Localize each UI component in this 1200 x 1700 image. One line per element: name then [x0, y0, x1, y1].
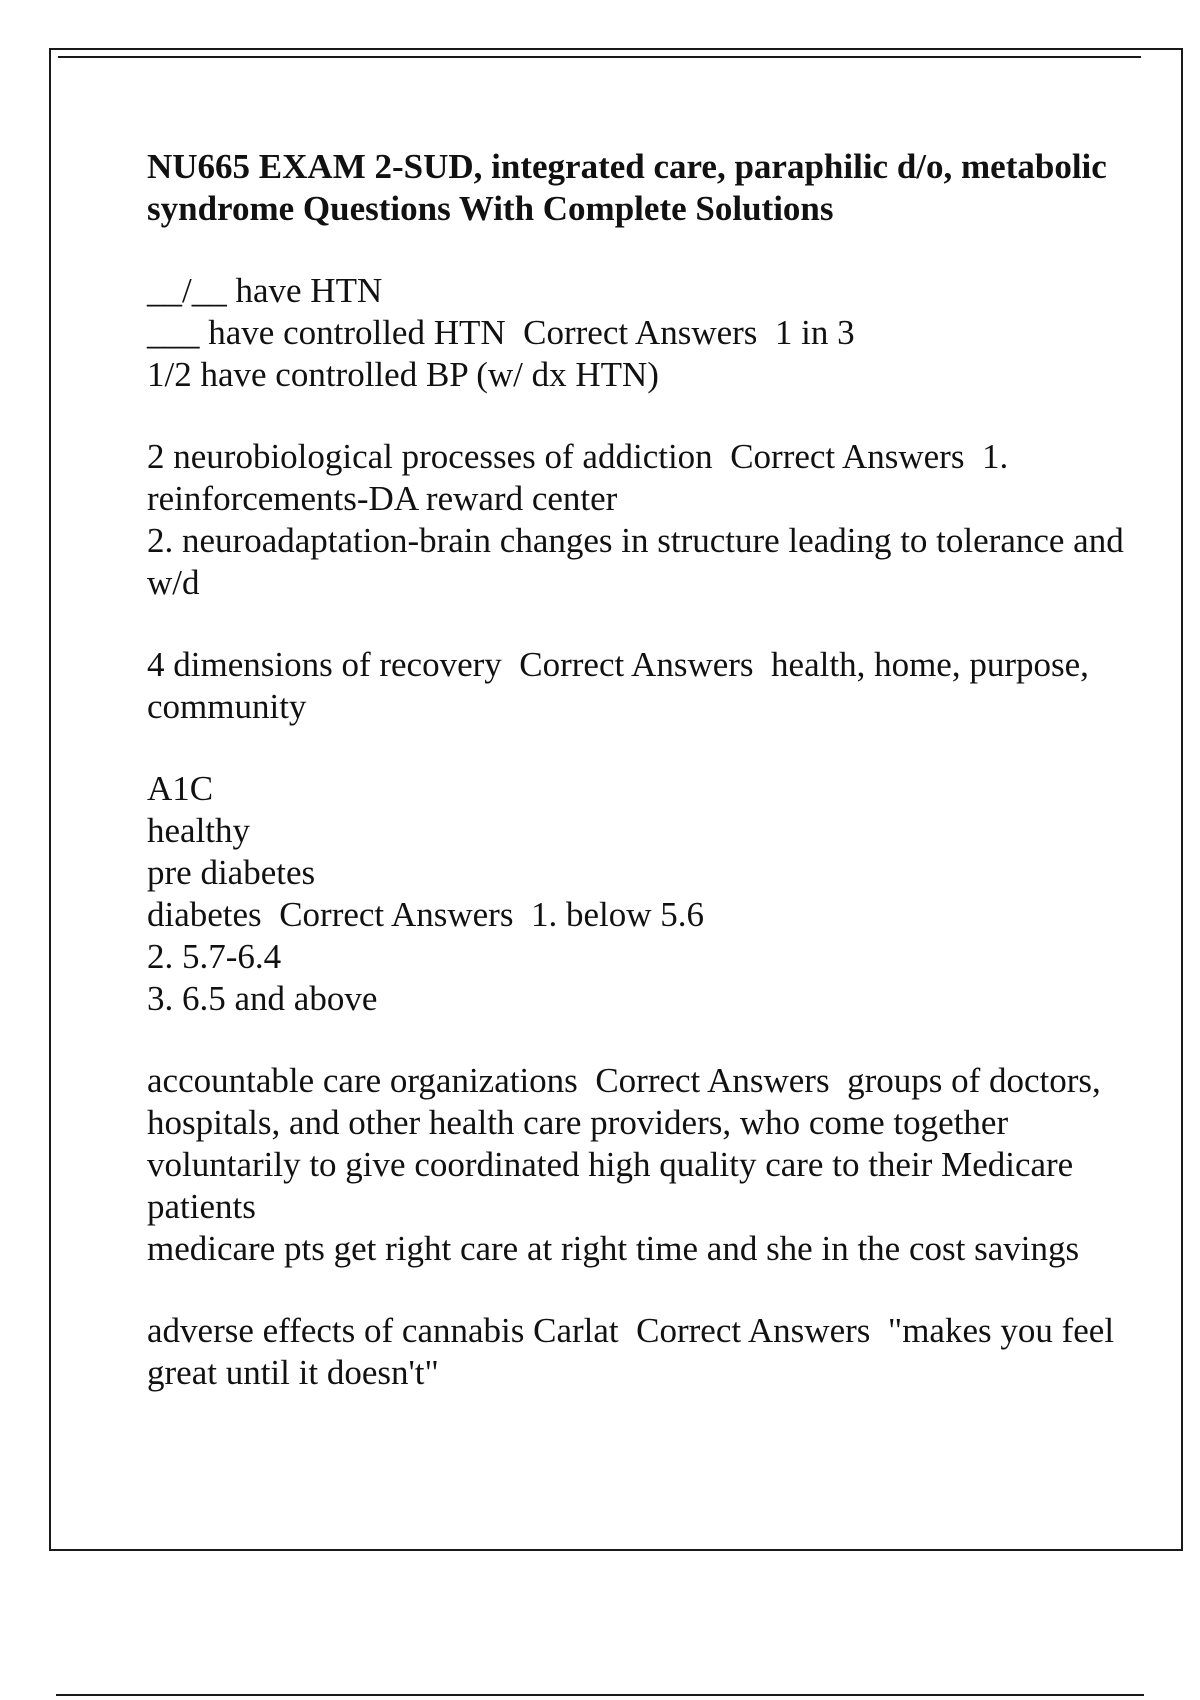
answer-line: medicare pts get right care at right time and she in the cost savings — [147, 1229, 1080, 1268]
answer-marker: Correct Answers — [523, 313, 758, 352]
qa-entry — [147, 768, 1137, 1020]
answer-marker: Correct Answers — [595, 1061, 830, 1100]
qa-entry — [147, 436, 1137, 604]
question-answer-line — [147, 894, 1137, 936]
answer-line: "makes you feel great until it doesn't" — [147, 1311, 1115, 1392]
page-frame — [49, 48, 1183, 1551]
answer-marker: Correct Answers — [636, 1311, 871, 1350]
answer-marker: Correct Answers — [519, 645, 754, 684]
answer-line: 3. 6.5 and above — [147, 979, 378, 1018]
question-line: 4 dimensions of recovery — [147, 645, 502, 684]
answer-line: 1/2 have controlled BP (w/ dx HTN) — [147, 355, 659, 394]
qa-entry — [147, 270, 1137, 396]
bottom-rule — [56, 1694, 1144, 1696]
answer-line: health, home, purpose, community — [147, 645, 1089, 726]
question-line: adverse effects of cannabis Carlat — [147, 1311, 619, 1350]
answer-line: 2. neuroadaptation-brain changes in structure leading to tolerance and w/d — [147, 521, 1124, 602]
answer-marker: Correct Answers — [730, 437, 965, 476]
question-line: accountable care organizations — [147, 1061, 578, 1100]
answer-line: 2. 5.7-6.4 — [147, 937, 282, 976]
answer-line: 1 in 3 — [774, 313, 855, 352]
question-line: 2 neurobiological processes of addiction — [147, 437, 713, 476]
question-line: ___ have controlled HTN — [147, 313, 506, 352]
question-line: healthy — [147, 811, 251, 850]
answer-line: 1. below 5.6 — [530, 895, 704, 934]
document-body — [147, 146, 1137, 1434]
question-line: pre diabetes — [147, 853, 316, 892]
document-title: NU665 EXAM 2-SUD, integrated care, paraphilic d/o, metabolic syndrome Questions With Complete Solutions — [147, 147, 1107, 228]
qa-entry — [147, 644, 1137, 728]
answer-marker: Correct Answers — [279, 895, 514, 934]
qa-entry — [147, 1310, 1137, 1394]
qa-entry — [147, 1060, 1137, 1270]
question-line: diabetes — [147, 895, 262, 934]
answer-line: groups of doctors, hospitals, and other health care providers, who come together voluntarily to give coordinated high quality care to their Medicare patients — [147, 1061, 1101, 1226]
top-rule — [58, 56, 1141, 58]
question-answer-line — [147, 312, 1137, 354]
answer-line: 1. reinforcements-DA reward center — [147, 437, 1009, 518]
question-line: A1C — [147, 769, 214, 808]
question-line: __/__ have HTN — [147, 271, 383, 310]
